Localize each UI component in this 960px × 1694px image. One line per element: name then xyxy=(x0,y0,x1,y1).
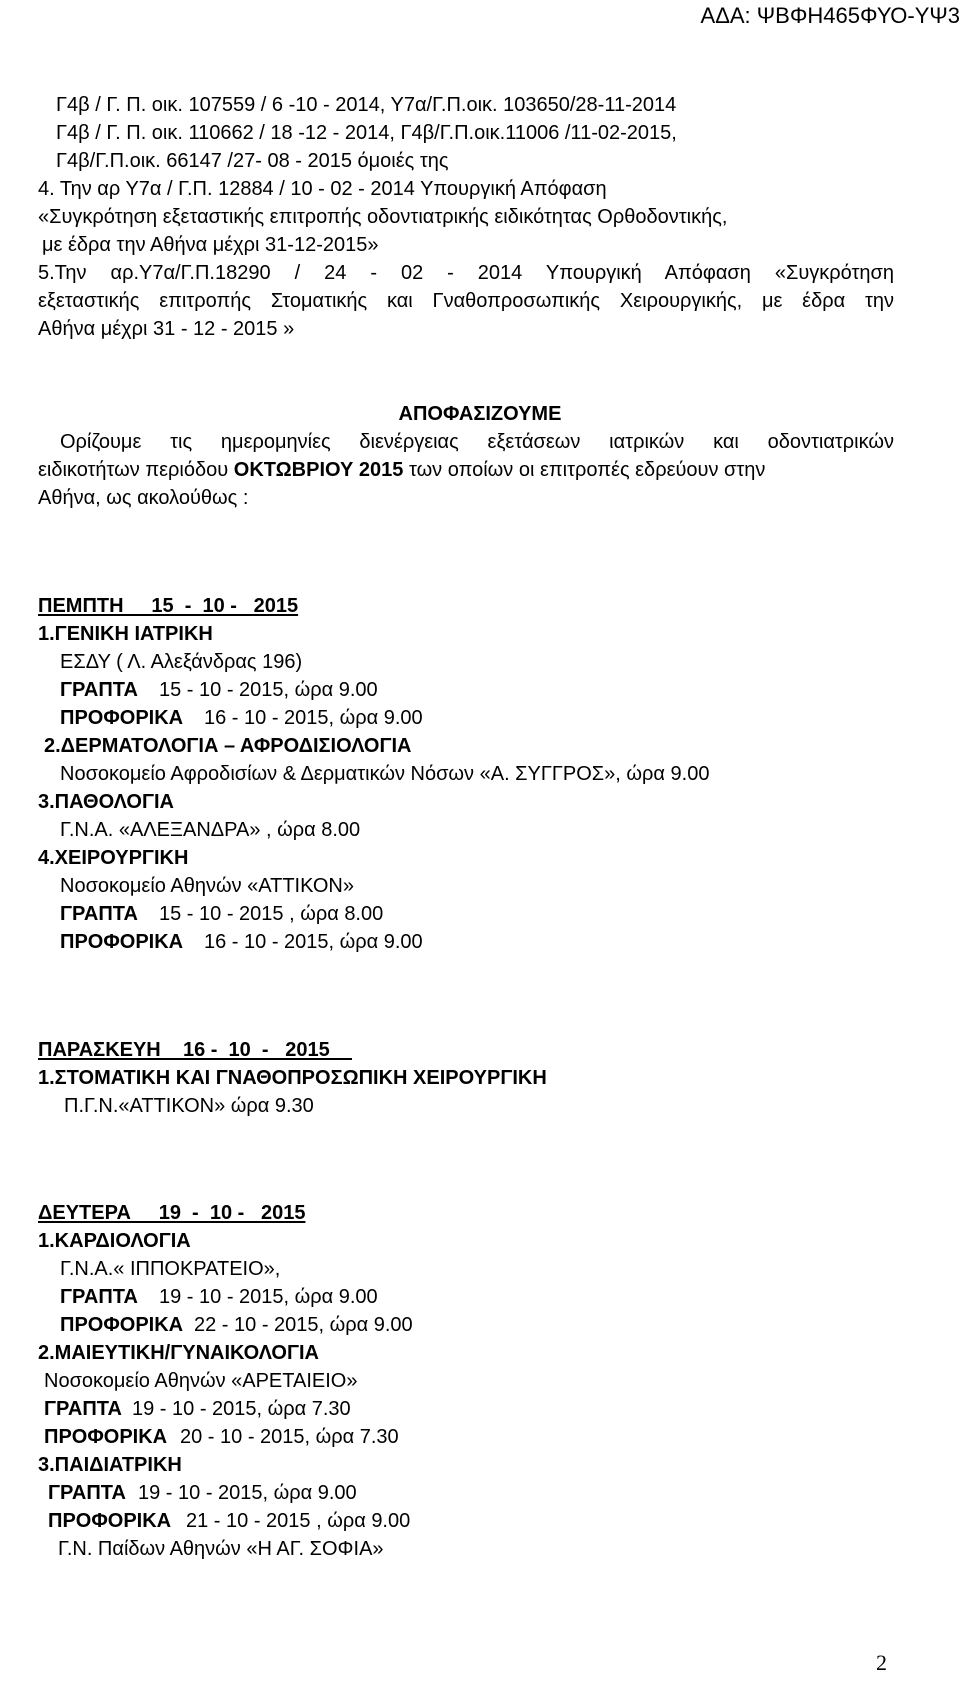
monday-section-3-place: Γ.Ν. Παίδων Αθηνών «Η ΑΓ. ΣΟΦΙΑ» xyxy=(58,1538,384,1560)
preamble-line-7: 5.Την αρ.Υ7α/Γ.Π.18290 / 24 - 02 - 2014 Υπουργική Απόφαση «Συγκρότηση xyxy=(38,262,894,284)
thursday-section-4-written xyxy=(60,901,383,927)
preamble-line-3: Γ4β/Γ.Π.οικ. 66147 /27- 08 - 2015 όμοιές της xyxy=(56,150,449,172)
decision-period: ΟΚΤΩΒΡΙΟΥ 2015 xyxy=(233,459,404,481)
preamble-line-1: Γ4β / Γ. Π. οικ. 107559 / 6 -10 - 2014, Υ7α/Γ.Π.οικ. 103650/28-11-2014 xyxy=(56,94,677,116)
written-label: ΓΡΑΠΤΑ xyxy=(60,679,138,701)
oral-date: 21 - 10 - 2015 , ώρα 9.00 xyxy=(186,1510,411,1532)
thursday-date-heading: ΠΕΜΠΤΗ 15 - 10 - 2015 xyxy=(38,595,299,617)
oral-label: ΠΡΟΦΟΡΙΚΑ xyxy=(44,1426,168,1448)
ada-header: ΑΔΑ: ΨΒΦΗ465ΦΥΟ-ΥΨ3 xyxy=(700,3,960,28)
decision-text-part-2: των οποίων οι επιτροπές εδρεύουν στην xyxy=(403,459,766,481)
written-label: ΓΡΑΠΤΑ xyxy=(60,903,138,925)
oral-label: ΠΡΟΦΟΡΙΚΑ xyxy=(60,707,184,729)
preamble-line-8: εξεταστικής επιτροπής Στοματικής και Γναθοπροσωπικής Χειρουργικής, με έδρα την xyxy=(38,290,894,312)
oral-label: ΠΡΟΦΟΡΙΚΑ xyxy=(60,931,184,953)
monday-section-2-oral xyxy=(44,1424,399,1450)
friday-date-heading: ΠΑΡΑΣΚΕΥΗ 16 - 10 - 2015 xyxy=(38,1039,352,1061)
written-date: 15 - 10 - 2015 , ώρα 8.00 xyxy=(159,903,384,925)
monday-date-heading: ΔΕΥΤΕΡΑ 19 - 10 - 2015 xyxy=(38,1202,306,1224)
friday-section-1-title: 1.ΣΤΟΜΑΤΙΚΗ ΚΑΙ ΓΝΑΘΟΠΡΟΣΩΠΙΚΗ ΧΕΙΡΟΥΡΓΙΚΗ xyxy=(38,1067,547,1089)
decision-text-part-1: ειδικοτήτων περιόδου xyxy=(38,459,234,481)
oral-date: 20 - 10 - 2015, ώρα 7.30 xyxy=(180,1426,399,1448)
written-label: ΓΡΑΠΤΑ xyxy=(44,1398,122,1420)
written-date: 19 - 10 - 2015, ώρα 7.30 xyxy=(132,1398,351,1420)
friday-section-1-place: Π.Γ.Ν.«ΑΤΤΙΚΟΝ» ώρα 9.30 xyxy=(64,1095,314,1117)
decision-text-line-2 xyxy=(38,457,894,483)
thursday-section-4-oral xyxy=(60,929,423,955)
decision-text-line-3: Αθήνα, ως ακολούθως : xyxy=(38,487,249,509)
thursday-section-1-place: ΕΣΔΥ ( Λ. Αλεξάνδρας 196) xyxy=(60,651,303,673)
thursday-section-2-place: Νοσοκομείο Αφροδισίων & Δερματικών Νόσων «Α. ΣΥΓΓΡΟΣ», ώρα 9.00 xyxy=(60,763,710,785)
preamble-line-6: με έδρα την Αθήνα μέχρι 31-12-2015» xyxy=(42,234,379,256)
oral-label: ΠΡΟΦΟΡΙΚΑ xyxy=(48,1510,172,1532)
written-date: 15 - 10 - 2015, ώρα 9.00 xyxy=(159,679,378,701)
monday-section-1-place: Γ.Ν.Α.« ΙΠΠΟΚΡΑΤΕΙΟ», xyxy=(60,1258,281,1280)
oral-date: 16 - 10 - 2015, ώρα 9.00 xyxy=(204,707,423,729)
preamble-line-9: Αθήνα μέχρι 31 - 12 - 2015 » xyxy=(38,318,295,340)
monday-section-1-title: 1.ΚΑΡΔΙΟΛΟΓΙΑ xyxy=(38,1230,191,1252)
thursday-section-4-place: Νοσοκομείο Αθηνών «ΑΤΤΙΚΟΝ» xyxy=(60,875,354,897)
oral-label: ΠΡΟΦΟΡΙΚΑ xyxy=(60,1314,184,1336)
oral-date: 16 - 10 - 2015, ώρα 9.00 xyxy=(204,931,423,953)
monday-section-3-oral xyxy=(48,1508,410,1534)
preamble-line-5: «Συγκρότηση εξεταστικής επιτροπής οδοντιατρικής ειδικότητας Ορθοδοντικής, xyxy=(38,206,728,228)
monday-section-1-oral xyxy=(60,1312,413,1338)
oral-date: 22 - 10 - 2015, ώρα 9.00 xyxy=(194,1314,413,1336)
thursday-section-2-title: 2.ΔΕΡΜΑΤΟΛΟΓΙΑ – ΑΦΡΟΔΙΣΙΟΛΟΓΙΑ xyxy=(44,735,412,757)
written-date: 19 - 10 - 2015, ώρα 9.00 xyxy=(138,1482,357,1504)
thursday-section-1-written xyxy=(60,677,378,703)
thursday-section-1-oral xyxy=(60,705,423,731)
decision-text-line-1: Ορίζουμε τις ημερομηνίες διενέργειας εξετάσεων ιατρικών και οδοντιατρικών xyxy=(60,431,894,453)
preamble-line-2: Γ4β / Γ. Π. οικ. 110662 / 18 -12 - 2014, Γ4β/Γ.Π.οικ.11006 /11-02-2015, xyxy=(56,122,677,144)
decision-title: ΑΠΟΦΑΣΙΖΟΥΜΕ xyxy=(398,403,562,425)
monday-section-1-written xyxy=(60,1284,378,1310)
monday-section-2-title: 2.ΜΑΙΕΥΤΙΚΗ/ΓΥΝΑΙΚΟΛΟΓΙΑ xyxy=(38,1342,319,1364)
thursday-section-1-title: 1.ΓΕΝΙΚΗ ΙΑΤΡΙΚΗ xyxy=(38,623,213,645)
monday-section-3-title: 3.ΠΑΙΔΙΑΤΡΙΚΗ xyxy=(38,1454,182,1476)
written-date: 19 - 10 - 2015, ώρα 9.00 xyxy=(159,1286,378,1308)
written-label: ΓΡΑΠΤΑ xyxy=(60,1286,138,1308)
monday-section-2-written xyxy=(44,1396,351,1422)
monday-section-2-place: Νοσοκομείο Αθηνών «ΑΡΕΤΑΙΕΙΟ» xyxy=(44,1370,358,1392)
preamble-line-4: 4. Την αρ Υ7α / Γ.Π. 12884 / 10 - 02 - 2014 Υπουργική Απόφαση xyxy=(38,178,607,200)
thursday-section-4-title: 4.ΧΕΙΡΟΥΡΓΙΚΗ xyxy=(38,847,189,869)
thursday-section-3-title: 3.ΠΑΘΟΛΟΓΙΑ xyxy=(38,791,174,813)
thursday-section-3-place: Γ.Ν.Α. «ΑΛΕΞΑΝΔΡΑ» , ώρα 8.00 xyxy=(60,819,361,841)
written-label: ΓΡΑΠΤΑ xyxy=(48,1482,126,1504)
page-number: 2 xyxy=(876,1650,887,1675)
monday-section-3-written xyxy=(48,1480,357,1506)
